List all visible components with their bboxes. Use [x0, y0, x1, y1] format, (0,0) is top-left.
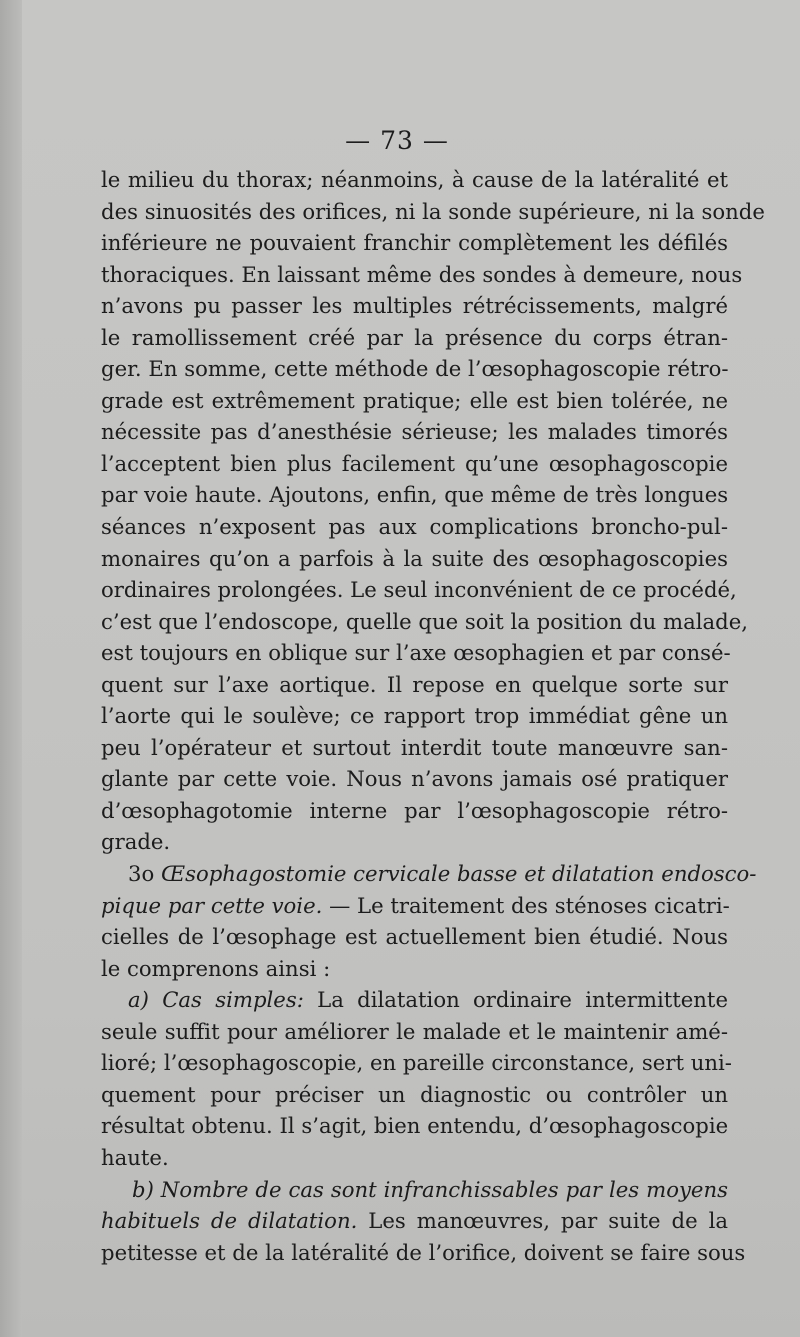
- text-segment: monaires qu’on a parfois à la suite des œsophagoscopies: [101, 545, 728, 571]
- text-line: [101, 290, 728, 322]
- text-line: [101, 416, 728, 448]
- text-line: [101, 353, 728, 385]
- text-segment: d’œsophagotomie interne par l’œsophagoscopie rétro-: [101, 797, 728, 823]
- text-segment: par voie haute. Ajoutons, enfin, que même de très longues: [101, 482, 729, 508]
- italic-segment: Œsophagostomie cervicale basse et dilatation endosco-: [160, 861, 757, 887]
- text-line: [101, 479, 728, 511]
- text-line: [101, 732, 728, 764]
- text-line: [101, 669, 728, 701]
- text-segment: La dilatation ordinaire intermittente: [303, 987, 728, 1013]
- text-segment: le milieu du thorax; néanmoins, à cause de la latéralité et: [101, 167, 728, 192]
- text-segment: cielles de l’œsophage est actuellement bien étudié. Nous: [101, 924, 728, 950]
- text-line: [101, 227, 728, 259]
- text-segment: c’est que l’endoscope, quelle que soit la position du malade,: [101, 608, 748, 634]
- text-line: [101, 574, 737, 606]
- text-line: [101, 826, 728, 858]
- text-line: [101, 953, 728, 985]
- text-line: [101, 1079, 728, 1111]
- text-line: [101, 795, 728, 827]
- text-line: [101, 322, 728, 354]
- text-line: [101, 448, 728, 480]
- text-line: [101, 1174, 728, 1206]
- text-line: [101, 1110, 728, 1142]
- text-segment: le ramollissement créé par la présence du corps étran-: [101, 324, 728, 350]
- text-line: [101, 984, 728, 1016]
- text-segment: thoraciques. En laissant même des sondes à demeure, nous: [101, 261, 743, 287]
- text-segment: résultat obtenu. Il s’agit, bien entendu, d’œsophagoscopie: [101, 1113, 729, 1139]
- text-line: [101, 196, 765, 228]
- text-line: [101, 700, 728, 732]
- text-segment: petitesse et de la latéralité de l’orifice, doivent se faire sous: [101, 1239, 746, 1265]
- text-line: [101, 543, 728, 575]
- text-segment: peu l’opérateur et surtout interdit toute manœuvre san-: [101, 734, 728, 760]
- text-segment: ger. En somme, cette méthode de l’œsophagoscopie rétro-: [101, 356, 729, 382]
- text-line: [101, 511, 728, 543]
- text-segment: des sinuosités des orifices, ni la sonde supérieure, ni la sonde: [101, 198, 765, 224]
- text-segment: glante par cette voie. Nous n’avons jamais osé pratiquer: [101, 766, 728, 792]
- italic-segment: a): [128, 987, 163, 1013]
- italic-segment: pique par cette voie.: [101, 892, 323, 918]
- text-line: [101, 1016, 728, 1048]
- text-segment: l’aorte qui le soulève; ce rapport trop immédiat gêne un: [101, 703, 728, 729]
- text-line: [101, 259, 743, 291]
- text-line: [101, 385, 728, 417]
- italic-segment: Cas simples:: [162, 987, 304, 1013]
- text-segment: lioré; l’œsophagoscopie, en pareille circonstance, sert uni-: [101, 1050, 732, 1076]
- text-segment: est toujours en oblique sur l’axe œsophagien et par consé-: [101, 640, 731, 666]
- text-segment: Les manœuvres, par suite de la: [357, 1208, 729, 1234]
- text-segment: quement pour préciser un diagnostic ou contrôler un: [101, 1081, 728, 1107]
- text-line: [101, 1237, 746, 1269]
- body-text: [101, 164, 765, 1268]
- text-segment: quent sur l’axe aortique. Il repose en quelque sorte sur: [101, 671, 728, 697]
- text-line: [101, 164, 728, 196]
- text-line: [101, 606, 748, 638]
- text-line: [101, 890, 728, 922]
- text-segment: grade.: [101, 829, 171, 855]
- text-segment: haute.: [101, 1144, 169, 1170]
- page-edge-shadow: [0, 0, 22, 1337]
- text-line: [101, 858, 757, 890]
- text-line: [101, 763, 728, 795]
- text-segment: inférieure ne pouvaient franchir complètement les défilés: [101, 230, 728, 256]
- italic-segment: habituels de dilatation.: [101, 1208, 358, 1234]
- text-segment: séances n’exposent pas aux complications broncho-pul-: [101, 514, 728, 540]
- text-line: [101, 921, 728, 953]
- text-line: [101, 1205, 728, 1237]
- text-segment: ordinaires prolongées. Le seul inconvénient de ce procédé,: [101, 577, 737, 603]
- text-line: [101, 637, 731, 669]
- text-line: [101, 1047, 732, 1079]
- text-segment: l’acceptent bien plus facilement qu’une œsophagoscopie: [101, 450, 728, 476]
- page-number: — 73 —: [345, 126, 449, 155]
- text-segment: 3o: [128, 861, 161, 887]
- text-line: [101, 1142, 728, 1174]
- text-segment: — Le traitement des sténoses cicatri-: [322, 892, 730, 918]
- text-segment: nécessite pas d’anesthésie sérieuse; les malades timorés: [101, 419, 728, 445]
- text-segment: grade est extrêmement pratique; elle est bien tolérée, ne: [101, 387, 728, 413]
- italic-segment: b) Nombre de cas sont infranchissables par les moyens: [132, 1176, 728, 1202]
- text-segment: le comprenons ainsi :: [101, 955, 331, 981]
- text-segment: n’avons pu passer les multiples rétrécissements, malgré: [101, 293, 728, 319]
- text-segment: seule suffit pour améliorer le malade et le maintenir amé-: [101, 1018, 728, 1044]
